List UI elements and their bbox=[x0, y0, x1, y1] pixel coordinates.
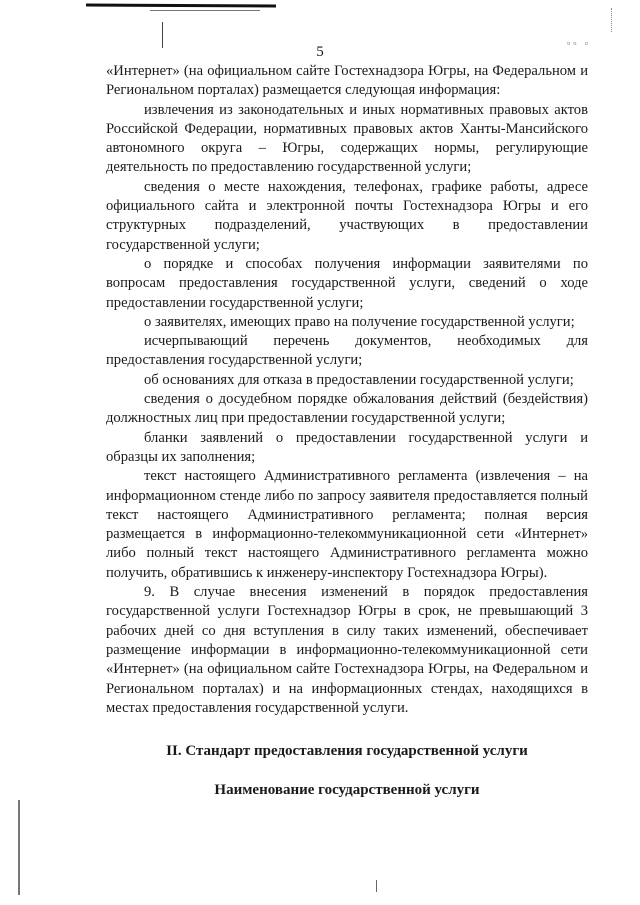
scan-artifact-top-line bbox=[86, 4, 276, 8]
page-number: 5 bbox=[316, 44, 324, 60]
section-title: II. Стандарт предоставления государственной услуги bbox=[166, 743, 528, 760]
subsection-title: Наименование государственной услуги bbox=[214, 782, 480, 799]
paragraph-applicants: о заявителях, имеющих право на получение государственной услуги; bbox=[144, 313, 575, 330]
scan-artifact-top-line-2 bbox=[150, 10, 260, 11]
paragraph-info-procedure: о порядке и способах получения информации заявителями по вопросам предоставления государственной услуги, сведений о ходе предоставлении государственной услуги; bbox=[106, 255, 588, 311]
scan-artifact-bottom-mark bbox=[376, 880, 377, 892]
paragraph-refusal-grounds: об основаниях для отказа в предоставлении государственной услуги; bbox=[144, 371, 574, 388]
paragraph-documents-list: исчерпывающий перечень документов, необходимых для предоставления государственной услуги; bbox=[106, 333, 588, 369]
paragraph-regulation-text: текст настоящего Административного регламента (извлечения – на информационном стенде либо по запросу заявителя предоставляется полный текст настоящего Административного регламента; полная версия размещается в информационно-телекоммуникационной сети «Интернет» либо полный текст настоящего Административного регламента можно получить, обратившись к инженеру-инспектору Гостехнадзора Югры). bbox=[106, 468, 588, 581]
scan-artifact-left-edge bbox=[18, 800, 20, 895]
paragraph-appeal-procedure: сведения о досудебном порядке обжалования действий (бездействия) должностных лиц при предоставлении государственной услуги; bbox=[106, 391, 588, 427]
document-body bbox=[106, 62, 588, 801]
scan-artifact-dots bbox=[603, 8, 612, 32]
paragraph-legal-extracts: извлечения из законодательных и иных нормативных правовых актов Российской Федерации, нормативных правовых актов Ханты-Мансийского автономного округа – Югры, содержащих нормы, регулирующие деятельность по предоставлению государственной услуги; bbox=[106, 101, 588, 176]
paragraph-intro-continuation: «Интернет» (на официальном сайте Гостехнадзора Югры, на Федеральном и Региональном порталах) размещается следующая информация: bbox=[106, 63, 588, 99]
paragraph-item-9: 9. В случае внесения изменений в порядок предоставления государственной услуги Гостехнадзор Югры в срок, не превышающий 3 рабочих дней со дня вступления в силу таких изменений, обеспечивает размещение информации в информационно-телекоммуникационной сети «Интернет» (на официальном сайте Гостехнадзора Югры, на Федеральном и Региональном порталах) и на информационных стендах, находящихся в местах предоставления государственной услуги. bbox=[106, 584, 588, 716]
scan-artifact-corner-marks: ▫▫ ▫ bbox=[567, 38, 591, 48]
paragraph-application-forms: бланки заявлений о предоставлении государственной услуги и образцы их заполнения; bbox=[106, 429, 588, 465]
paragraph-contact-info: сведения о месте нахождения, телефонах, графике работы, адресе официального сайта и электронной почты Гостехнадзора Югры и его структурных подразделений, участвующих в предоставлении государственной услуги; bbox=[106, 178, 588, 253]
